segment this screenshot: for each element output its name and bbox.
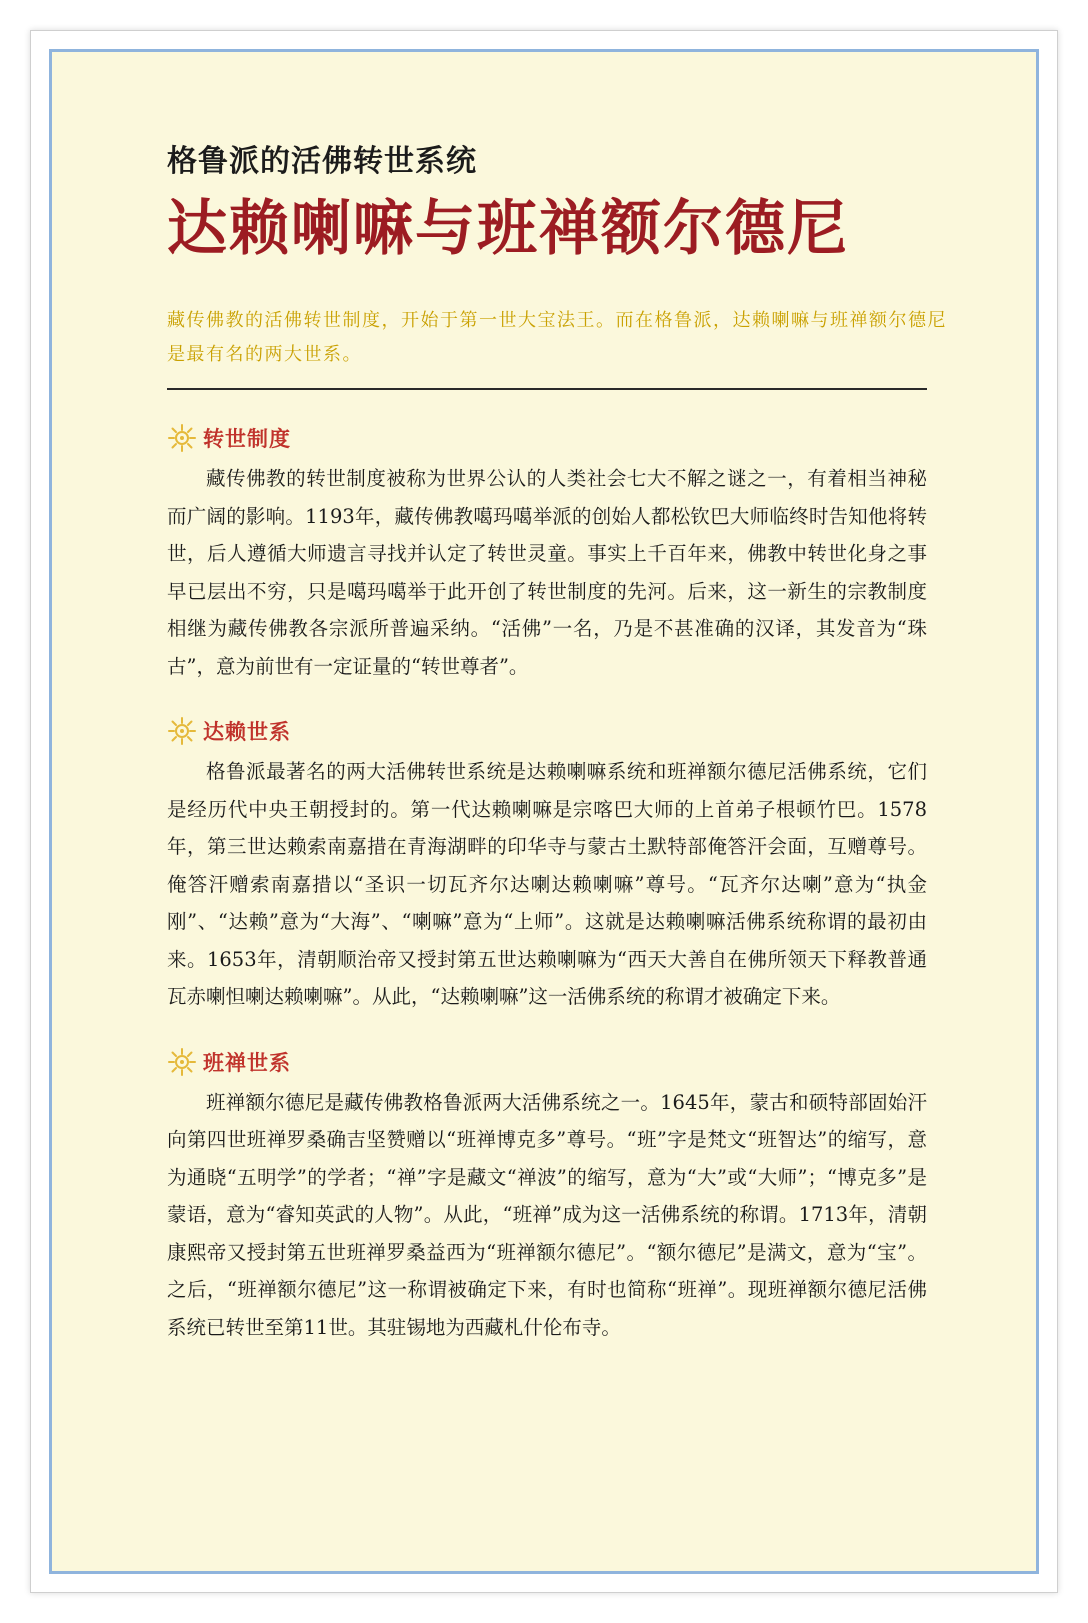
outer-frame [30, 30, 1058, 1593]
section-title: 班禅世系 [203, 1050, 291, 1075]
divider-rule [167, 388, 927, 390]
section-heading [167, 713, 947, 749]
section-dalai-lineage [167, 713, 947, 1016]
intro-paragraph: 藏传佛教的活佛转世制度，开始于第一世大宝法王。而在格鲁派，达赖喇嘛与班禅额尔德尼是最有名的两大世系。 [167, 310, 947, 365]
section-body: 格鲁派最著名的两大活佛转世系统是达赖喇嘛系统和班禅额尔德尼活佛系统，它们是经历代中央王朝授封的。第一代达赖喇嘛是宗喀巴大师的上首弟子根顿竹巴。1578年，第三世达赖索南嘉措在青海湖畔的印华寺与蒙古土默特部俺答汗会面，互赠尊号。俺答汗赠索南嘉措以“圣识一切瓦齐尔达喇达赖喇嘛”尊号。“瓦齐尔达喇”意为“执金刚”、“达赖”意为“大海”、“喇嘛”意为“上师”。这就是达赖喇嘛活佛系统称谓的最初由来。1653年，清朝顺治帝又授封第五世达赖喇嘛为“西天大善自在佛所领天下释教普通瓦赤喇怛喇达赖喇嘛”。从此，“达赖喇嘛”这一活佛系统的称谓才被确定下来。 [167, 760, 927, 1008]
section-title: 达赖世系 [203, 720, 291, 744]
dharma-wheel-icon [167, 423, 197, 453]
section-body: 藏传佛教的转世制度被称为世界公认的人类社会七大不解之谜之一，有着相当神秘而广阔的影响。1193年，藏传佛教噶玛噶举派的创始人都松钦巴大师临终时告知他将转世，后人遵循大师遗言寻找并认定了转世灵童。事实上千百年来，佛教中转世化身之事早已层出不穷，只是噶玛噶举于此开创了转世制度的先河。后来，这一新生的宗教制度相继为藏传佛教各宗派所普遍采纳。“活佛”一名，乃是不甚准确的汉译，其发音为“珠古”，意为前世有一定证量的“转世尊者”。 [167, 467, 927, 678]
page-title: 达赖喇嘛与班禅额尔德尼 [167, 194, 849, 264]
section-panchen-lineage [167, 1044, 947, 1347]
section-title: 转世制度 [203, 427, 291, 451]
section-reincarnation-system [167, 420, 947, 685]
page-kicker: 格鲁派的活佛转世系统 [167, 144, 477, 179]
dharma-wheel-icon [167, 1047, 197, 1077]
section-body: 班禅额尔德尼是藏传佛教格鲁派两大活佛系统之一。1645年，蒙古和硕特部固始汗向第四世班禅罗桑确吉坚赞赠以“班禅博克多”尊号。“班”字是梵文“班智达”的缩写，意为通晓“五明学”的学者；“禅”字是藏文“禅波”的缩写，意为“大”或“大师”；“博克多”是蒙语，意为“睿知英武的人物”。从此，“班禅”成为这一活佛系统的称谓。1713年，清朝康熙帝又授封第五世班禅罗桑益西为“班禅额尔德尼”。“额尔德尼”是满文，意为“宝”。之后，“班禅额尔德尼”这一称谓被确定下来，有时也简称“班禅”。现班禅额尔德尼活佛系统已转世至第11世。其驻锡地为西藏札什伦布寺。 [167, 1090, 927, 1339]
page [49, 49, 1039, 1574]
section-heading [167, 1044, 947, 1080]
dharma-wheel-icon [167, 716, 197, 746]
page-content [167, 142, 947, 1346]
section-heading [167, 420, 947, 456]
